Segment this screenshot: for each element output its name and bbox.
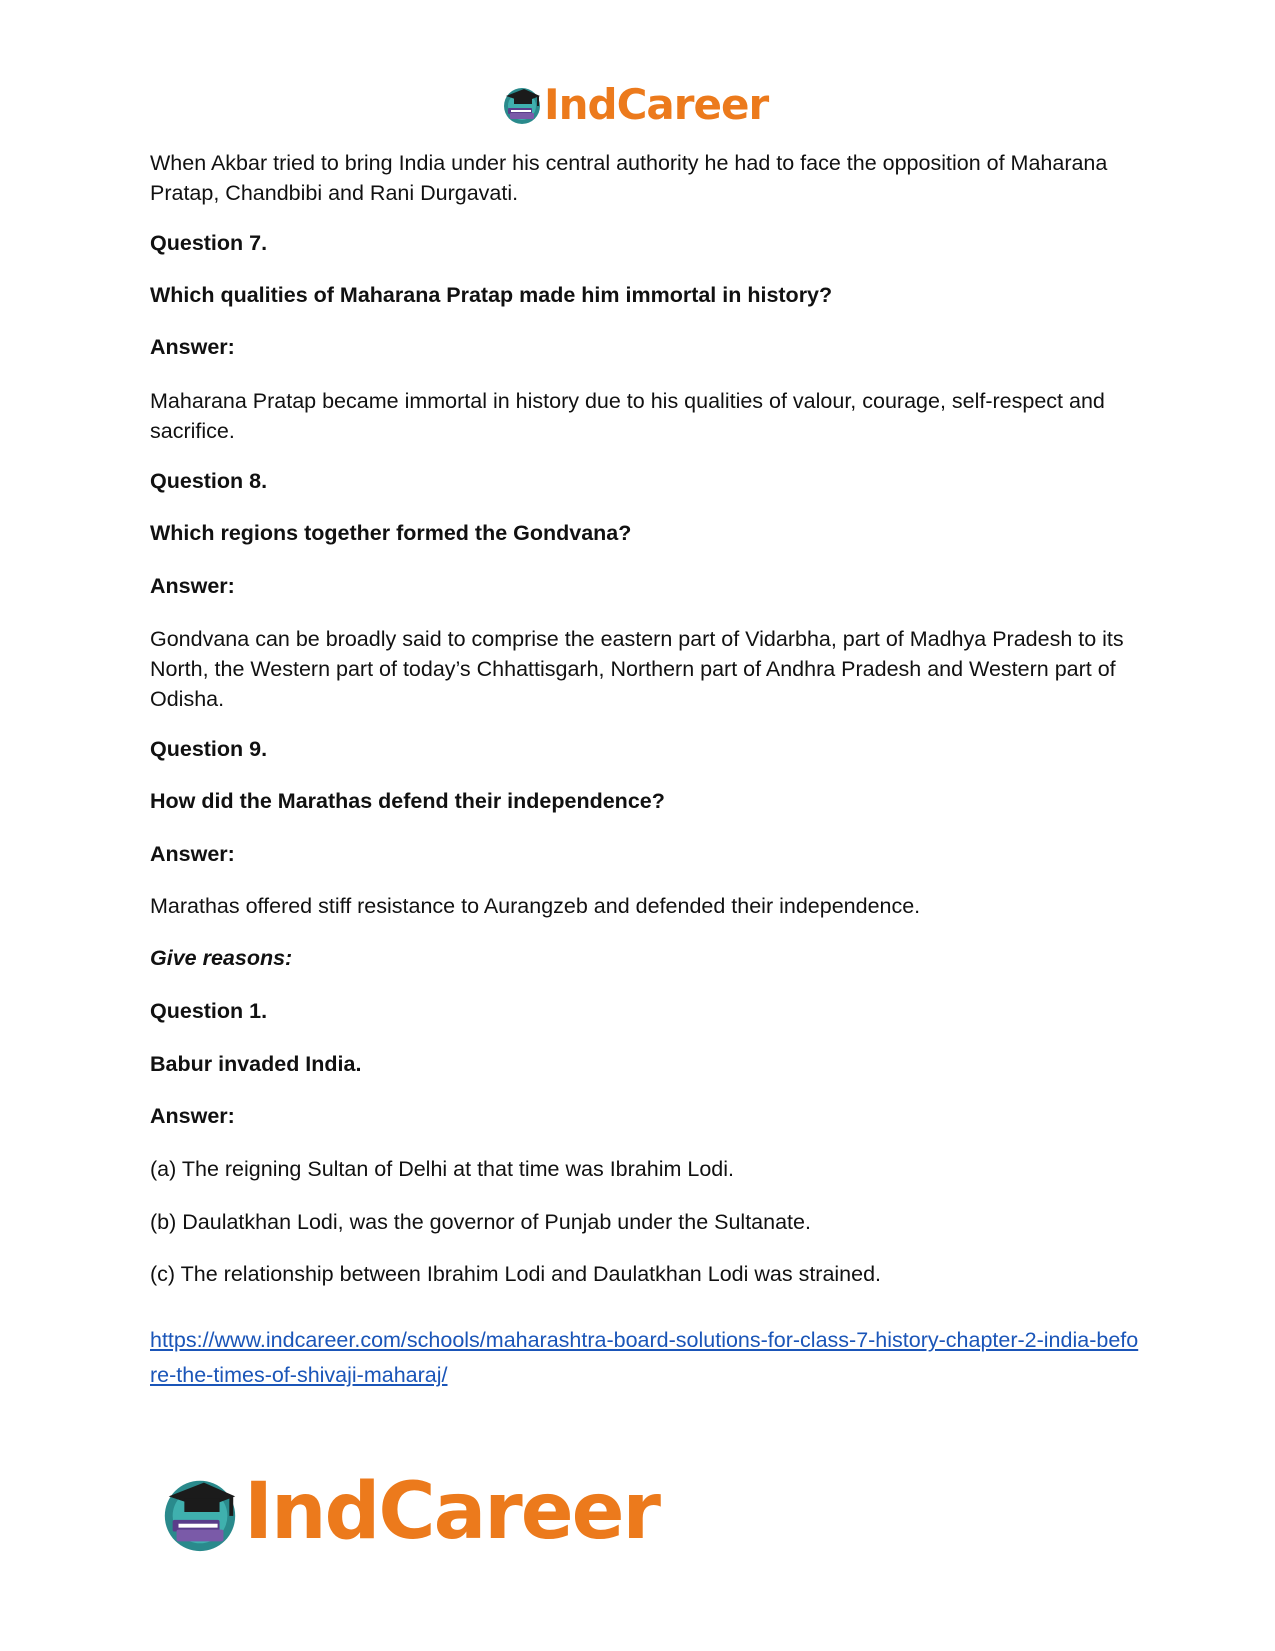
question-7-text: Which qualities of Maharana Pratap made him immortal in history? [150, 283, 833, 307]
section-heading-give-reasons: Give reasons: [150, 946, 293, 970]
answer-point-a: (a) The reigning Sultan of Delhi at that time was Ibrahim Lodi. [150, 1157, 734, 1181]
brand-name: IndCareer [544, 79, 769, 129]
question-8-number: Question 8. [150, 469, 268, 493]
answer-label: Answer: [150, 842, 235, 866]
reason-question-1-number: Question 1. [150, 999, 268, 1023]
answer-label: Answer: [150, 574, 235, 598]
answer-label: Answer: [150, 1104, 235, 1128]
header-logo [502, 76, 768, 132]
source-link[interactable]: https://www.indcareer.com/schools/maharashtra-board-solutions-for-class-7-history-chapter-2-india-before-the-times-of-shivaji-maharaj/ [150, 1328, 1139, 1387]
reason-question-1-text: Babur invaded India. [150, 1052, 362, 1076]
answer-9-text: Marathas offered stiff resistance to Aurangzeb and defended their independence. [150, 894, 921, 918]
question-8-text: Which regions together formed the Gondvana? [150, 521, 632, 545]
question-9-text: How did the Marathas defend their independence? [150, 789, 665, 813]
answer-point-b: (b) Daulatkhan Lodi, was the governor of Punjab under the Sultanate. [150, 1210, 811, 1234]
graduation-cap-book-globe-icon [502, 82, 542, 126]
answer-7-text: Maharana Pratap became immortal in history due to his qualities of valour, courage, self-respect and sacrifice. [150, 389, 1105, 443]
paragraph-akbar-opposition: When Akbar tried to bring India under his central authority he had to face the opposition of Maharana Pratap, Chandbibi and Rani Durgavati. [150, 151, 1108, 205]
answer-label: Answer: [150, 335, 235, 359]
footer-logo [160, 1462, 659, 1562]
question-9-number: Question 9. [150, 737, 268, 761]
answer-8-text: Gondvana can be broadly said to comprise the eastern part of Vidarbha, part of Madhya Pradesh to its North, the Western part of today’s Chhattisgarh, Northern part of Andhra Pradesh and Western part of Odisha. [150, 627, 1124, 711]
question-7-number: Question 7. [150, 231, 268, 255]
source-link-paragraph [150, 1323, 1140, 1393]
brand-name: IndCareer [244, 1467, 659, 1557]
graduation-cap-book-globe-icon [160, 1469, 240, 1555]
answer-point-c: (c) The relationship between Ibrahim Lodi and Daulatkhan Lodi was strained. [150, 1262, 882, 1286]
